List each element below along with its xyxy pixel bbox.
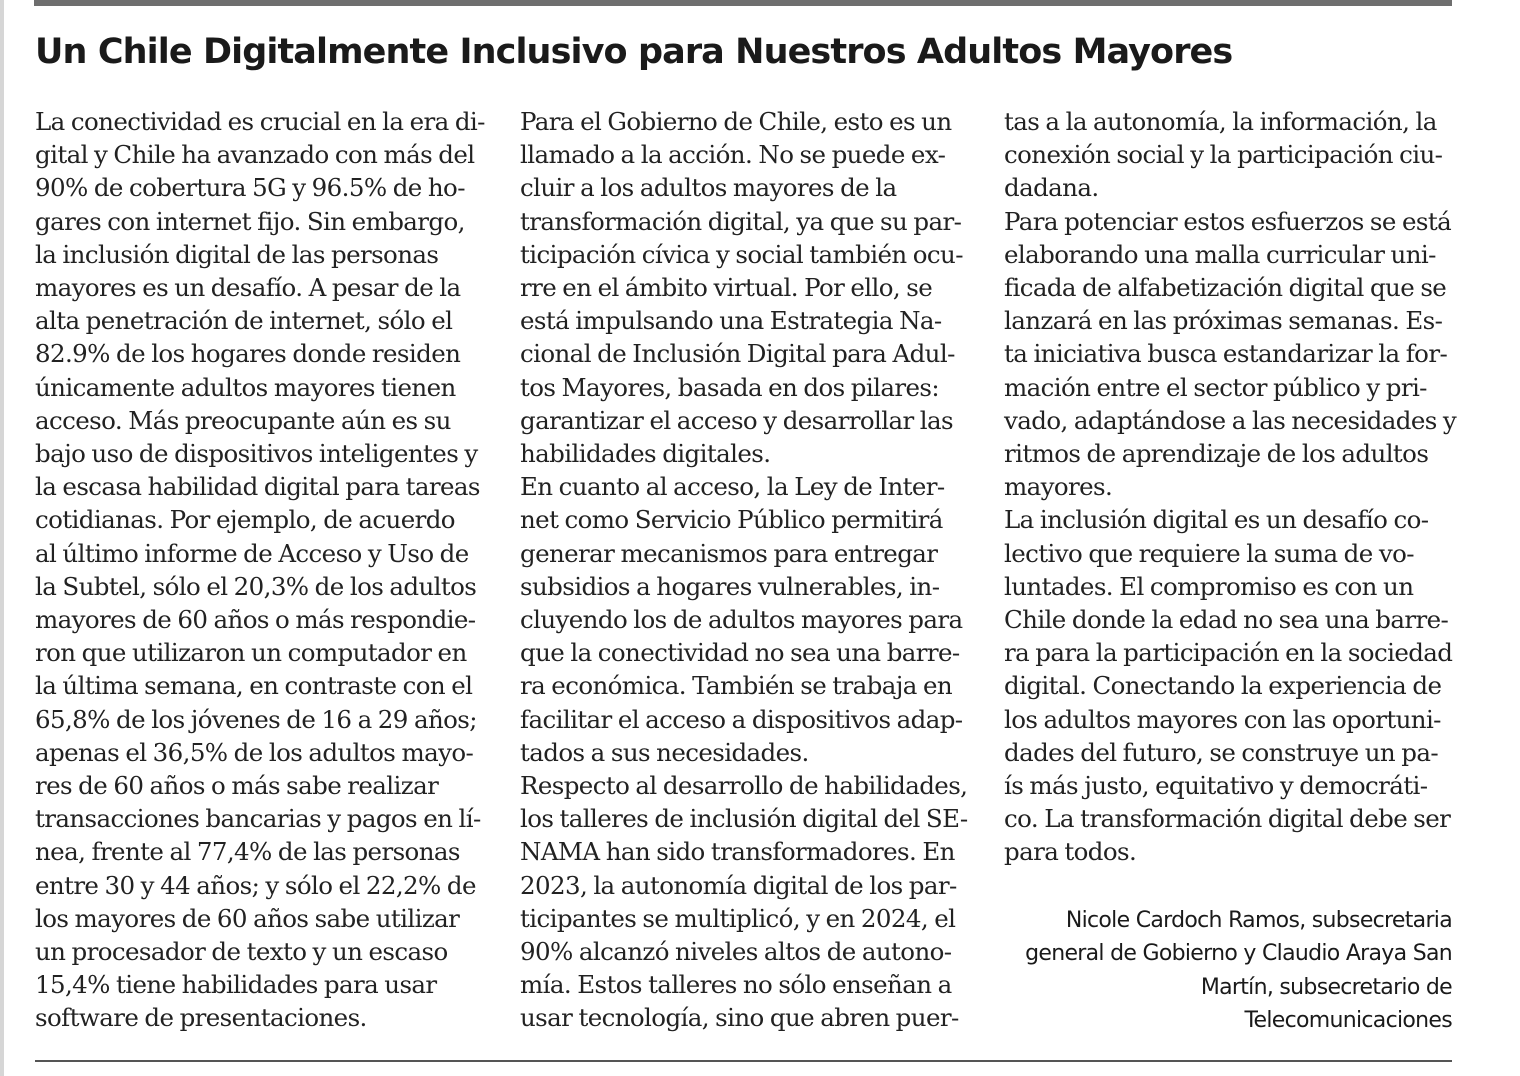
text-line: La conectividad es crucial en la era di- xyxy=(35,107,485,136)
text-line: cional de Inclusión Digital para Adul- xyxy=(520,339,955,369)
text-line: Respecto al desarrollo de habilidades, xyxy=(520,771,968,801)
text-line: tas a la autonomía, la información, la xyxy=(1004,107,1437,136)
text-line: apenas el 36,5% de los adultos mayo- xyxy=(35,737,474,767)
text-line: únicamente adultos mayores tienen xyxy=(35,372,456,402)
text-line: ra para la participación en la sociedad xyxy=(1004,638,1453,668)
text-line: elaborando una malla curricular uni- xyxy=(1004,239,1436,269)
text-line: ritmos de aprendizaje de los adultos xyxy=(1004,439,1429,469)
text-line: nea, frente al 77,4% de las personas xyxy=(35,837,460,867)
text-line: garantizar el acceso y desarrollar las xyxy=(520,405,954,435)
text-line: la inclusión digital de las personas xyxy=(35,239,439,269)
text-line: está impulsando una Estrategia Na- xyxy=(520,306,942,336)
text-line: mayores es un desafío. A pesar de la xyxy=(35,273,461,303)
text-line: software de presentaciones. xyxy=(35,1003,367,1033)
article-column-2 xyxy=(520,105,972,1035)
text-line: ís más justo, equitativo y democráti- xyxy=(1004,771,1428,801)
text-line: 82.9% de los hogares donde residen xyxy=(35,339,461,369)
article-headline: Un Chile Digitalmente Inclusivo para Nuestros Adultos Mayores xyxy=(35,32,1233,72)
text-line: la última semana, en contraste con el xyxy=(35,671,473,701)
text-line: facilitar el acceso a dispositivos adap- xyxy=(520,704,963,734)
text-line: mación entre el sector público y pri- xyxy=(1004,372,1427,402)
text-line: acceso. Más preocupante aún es su xyxy=(35,405,451,435)
text-line: lanzará en las próximas semanas. Es- xyxy=(1004,306,1443,336)
text-line: los adultos mayores con las oportuni- xyxy=(1004,704,1441,734)
text-line: 90% alcanzó niveles altos de autono- xyxy=(520,937,952,967)
text-line: NAMA han sido transformadores. En xyxy=(520,837,955,867)
text-line: bajo uso de dispositivos inteligentes y xyxy=(35,439,478,469)
text-line: los mayores de 60 años sabe utilizar xyxy=(35,903,460,933)
signature-line: Nicole Cardoch Ramos, subsecretaria xyxy=(1065,908,1452,933)
text-line: gares con internet fijo. Sin embargo, xyxy=(35,206,465,236)
text-line: ta iniciativa busca estandarizar la for- xyxy=(1004,339,1448,369)
text-line: La inclusión digital es un desafío co- xyxy=(1004,505,1429,535)
text-line: generar mecanismos para entregar xyxy=(520,538,938,568)
signature-line: Telecomunicaciones xyxy=(1244,1008,1452,1034)
text-line: transacciones bancarias y pagos en lí- xyxy=(35,804,481,834)
text-line: co. La transformación digital debe ser xyxy=(1004,804,1451,834)
text-line: En cuanto al acceso, la Ley de Inter- xyxy=(520,472,945,502)
text-line: dadana. xyxy=(1004,173,1099,203)
text-line: cluir a los adultos mayores de la xyxy=(520,173,897,203)
text-line: tos Mayores, basada en dos pilares: xyxy=(520,372,940,402)
bottom-rule xyxy=(35,1060,1452,1062)
text-line: 15,4% tiene habilidades para usar xyxy=(35,970,437,1000)
text-line: mía. Estos talleres no sólo enseñan a xyxy=(520,970,952,1000)
text-line: la escasa habilidad digital para tareas xyxy=(35,472,480,502)
article-column-1 xyxy=(35,105,487,1035)
text-line: luntades. El compromiso es con un xyxy=(1004,571,1414,601)
text-line: que la conectividad no sea una barre- xyxy=(520,638,960,668)
text-line: tados a sus necesidades. xyxy=(520,737,809,767)
text-line: net como Servicio Público permitirá xyxy=(520,505,943,535)
text-line: digital. Conectando la experiencia de xyxy=(1004,671,1442,701)
text-line: los talleres de inclusión digital del SE- xyxy=(520,804,968,834)
text-line: usar tecnología, sino que abren puer- xyxy=(520,1003,959,1033)
text-line: ron que utilizaron un computador en xyxy=(35,638,467,668)
text-line: vado, adaptándose a las necesidades y xyxy=(1004,405,1457,435)
text-line: habilidades digitales. xyxy=(520,439,771,469)
text-line: Chile donde la edad no sea una barre- xyxy=(1004,605,1449,635)
text-line: conexión social y la participación ciu- xyxy=(1004,140,1443,170)
text-line: Para el Gobierno de Chile, esto es un xyxy=(520,107,952,136)
text-line: un procesador de texto y un escaso xyxy=(35,937,448,967)
text-line: ticipación cívica y social también ocu- xyxy=(520,239,963,269)
text-line: ra económica. También se trabaja en xyxy=(520,671,953,701)
text-line: ficada de alfabetización digital que se xyxy=(1004,273,1447,303)
text-line: cotidianas. Por ejemplo, de acuerdo xyxy=(35,505,455,535)
text-line: mayores. xyxy=(1004,472,1113,502)
text-line: para todos. xyxy=(1004,837,1137,867)
text-line: 2023, la autonomía digital de los par- xyxy=(520,870,957,900)
text-line: dades del futuro, se construye un pa- xyxy=(1004,737,1439,767)
text-line: la Subtel, sólo el 20,3% de los adultos xyxy=(35,571,477,601)
signature-line: Martín, subsecretario de xyxy=(1200,974,1452,1000)
text-line: ticipantes se multiplicó, y en 2024, el xyxy=(520,903,956,933)
text-line: gital y Chile ha avanzado con más del xyxy=(35,140,475,170)
author-signature xyxy=(1004,904,1452,1038)
text-line: al último informe de Acceso y Uso de xyxy=(35,538,469,568)
top-rule xyxy=(34,0,1452,6)
text-line: llamado a la acción. No se puede ex- xyxy=(520,140,946,170)
text-line: Para potenciar estos esfuerzos se está xyxy=(1004,206,1452,236)
text-line: 65,8% de los jóvenes de 16 a 29 años; xyxy=(35,704,477,734)
text-line: transformación digital, ya que su par- xyxy=(520,206,962,236)
page-edge xyxy=(0,0,4,1076)
text-line: lectivo que requiere la suma de vo- xyxy=(1004,538,1414,568)
text-line: rre en el ámbito virtual. Por ello, se xyxy=(520,273,933,303)
signature-line: general de Gobierno y Claudio Araya San xyxy=(1025,941,1452,967)
text-line: mayores de 60 años o más respondie- xyxy=(35,605,476,635)
text-line: cluyendo los de adultos mayores para xyxy=(520,605,963,635)
text-line: 90% de cobertura 5G y 96.5% de ho- xyxy=(35,173,465,203)
text-line: entre 30 y 44 años; y sólo el 22,2% de xyxy=(35,870,476,900)
text-line: alta penetración de internet, sólo el xyxy=(35,306,453,336)
article-column-3 xyxy=(1004,105,1456,869)
text-line: subsidios a hogares vulnerables, in- xyxy=(520,571,940,601)
text-line: res de 60 años o más sabe realizar xyxy=(35,771,439,801)
